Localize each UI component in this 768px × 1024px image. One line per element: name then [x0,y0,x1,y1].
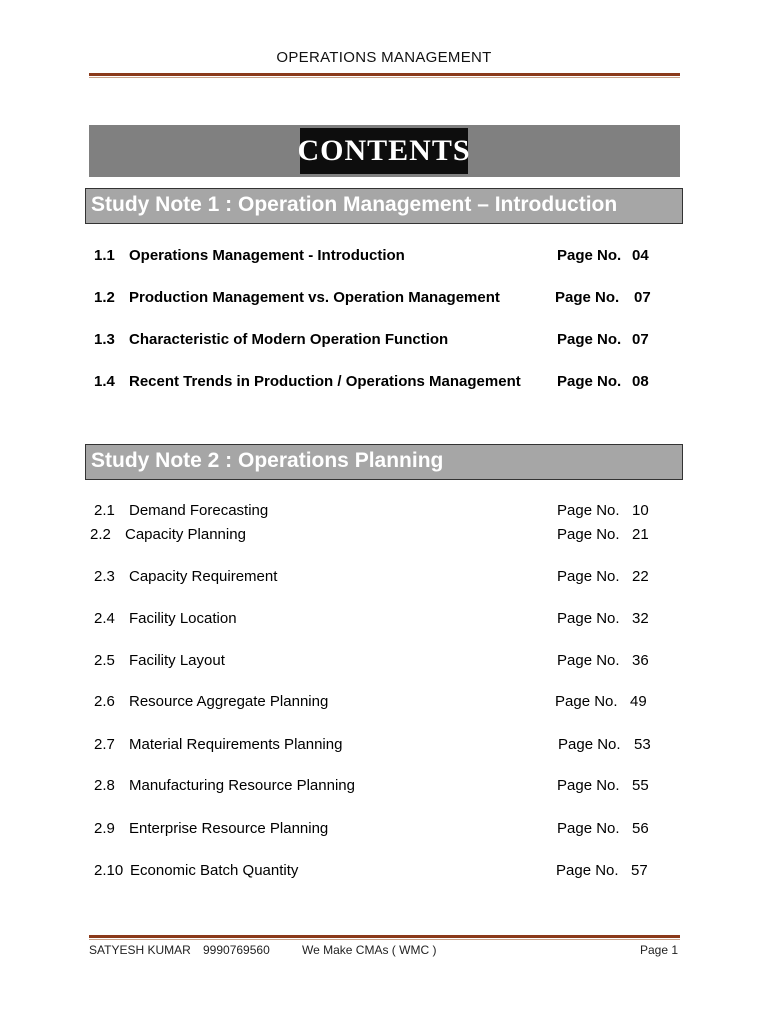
page-label: Page No. [555,693,618,710]
entry-title: Facility Layout [129,652,225,669]
page-number: 07 [632,331,649,348]
header-rule [89,73,680,78]
entry-title: Capacity Planning [125,526,246,543]
page-number: 57 [631,862,648,879]
toc-entry [0,692,768,712]
entry-number: 2.5 [94,652,115,669]
page-label: Page No. [557,526,620,543]
footer-rule [89,935,680,940]
entry-title: Material Requirements Planning [129,736,343,753]
toc-entry [0,651,768,671]
page-label: Page No. [557,652,620,669]
footer-page-number: Page 1 [640,943,679,957]
toc-entry [0,330,768,350]
entry-number: 2.1 [94,502,115,519]
entry-number: 2.4 [94,610,115,627]
footer-phone: 9990769560 [203,943,270,957]
entry-number: 2.6 [94,693,115,710]
entry-number: 2.9 [94,820,115,837]
section-heading-study-note-2 [85,444,683,480]
entry-title: Characteristic of Modern Operation Function [129,331,449,348]
entry-title: Manufacturing Resource Planning [129,777,355,794]
entry-number: 2.3 [94,568,115,585]
page-number: 07 [634,289,651,306]
page-label: Page No. [557,820,620,837]
page-label: Page No. [557,568,620,585]
entry-number: 2.8 [94,777,115,794]
page-number: 10 [632,502,649,519]
entry-number: 1.1 [94,247,115,264]
footer-author: SATYESH KUMAR [89,943,191,957]
toc-entry [0,288,768,308]
contents-title: CONTENTS [300,128,468,174]
section-title: Study Note 1 : Operation Management – Introduction [91,193,618,216]
toc-entry [0,525,768,545]
section-title: Study Note 2 : Operations Planning [91,449,444,472]
page-number: 53 [634,736,651,753]
page-footer [0,943,768,959]
toc-entry [0,501,768,521]
toc-entry [0,861,768,881]
toc-entry [0,609,768,629]
page-label: Page No. [557,610,620,627]
page-label: Page No. [555,289,620,306]
toc-entry [0,372,768,392]
page-number: 49 [630,693,647,710]
page-label: Page No. [557,247,622,264]
toc-entry [0,819,768,839]
page-label: Page No. [556,862,619,879]
page-label: Page No. [557,502,620,519]
entry-number: 2.2 [90,526,111,543]
toc-entry [0,246,768,266]
entry-title: Production Management vs. Operation Management [129,289,500,306]
page-number: 21 [632,526,649,543]
entry-number: 2.7 [94,736,115,753]
page-number: 32 [632,610,649,627]
page-number: 36 [632,652,649,669]
page-number: 04 [632,247,649,264]
page-label: Page No. [557,373,622,390]
entry-title: Facility Location [129,610,237,627]
entry-title: Resource Aggregate Planning [129,693,329,710]
page-label: Page No. [557,331,622,348]
entry-title: Economic Batch Quantity [130,862,299,879]
page-number: 55 [632,777,649,794]
page-number: 22 [632,568,649,585]
page-label: Page No. [557,777,620,794]
entry-title: Recent Trends in Production / Operations Management [129,373,521,390]
section-heading-study-note-1 [85,188,683,224]
entry-title: Demand Forecasting [129,502,269,519]
toc-entry [0,735,768,755]
entry-title: Capacity Requirement [129,568,278,585]
entry-number: 1.2 [94,289,115,306]
entry-title: Enterprise Resource Planning [129,820,329,837]
entry-title: Operations Management - Introduction [129,247,405,264]
page-number: 08 [632,373,649,390]
entry-number: 1.3 [94,331,115,348]
entry-number: 1.4 [94,373,115,390]
page-label: Page No. [558,736,621,753]
footer-tagline: We Make CMAs ( WMC ) [302,943,437,957]
page-header: OPERATIONS MANAGEMENT [276,49,492,66]
page-number: 56 [632,820,649,837]
toc-entry [0,776,768,796]
toc-entry [0,567,768,587]
entry-number: 2.10 [94,862,124,879]
